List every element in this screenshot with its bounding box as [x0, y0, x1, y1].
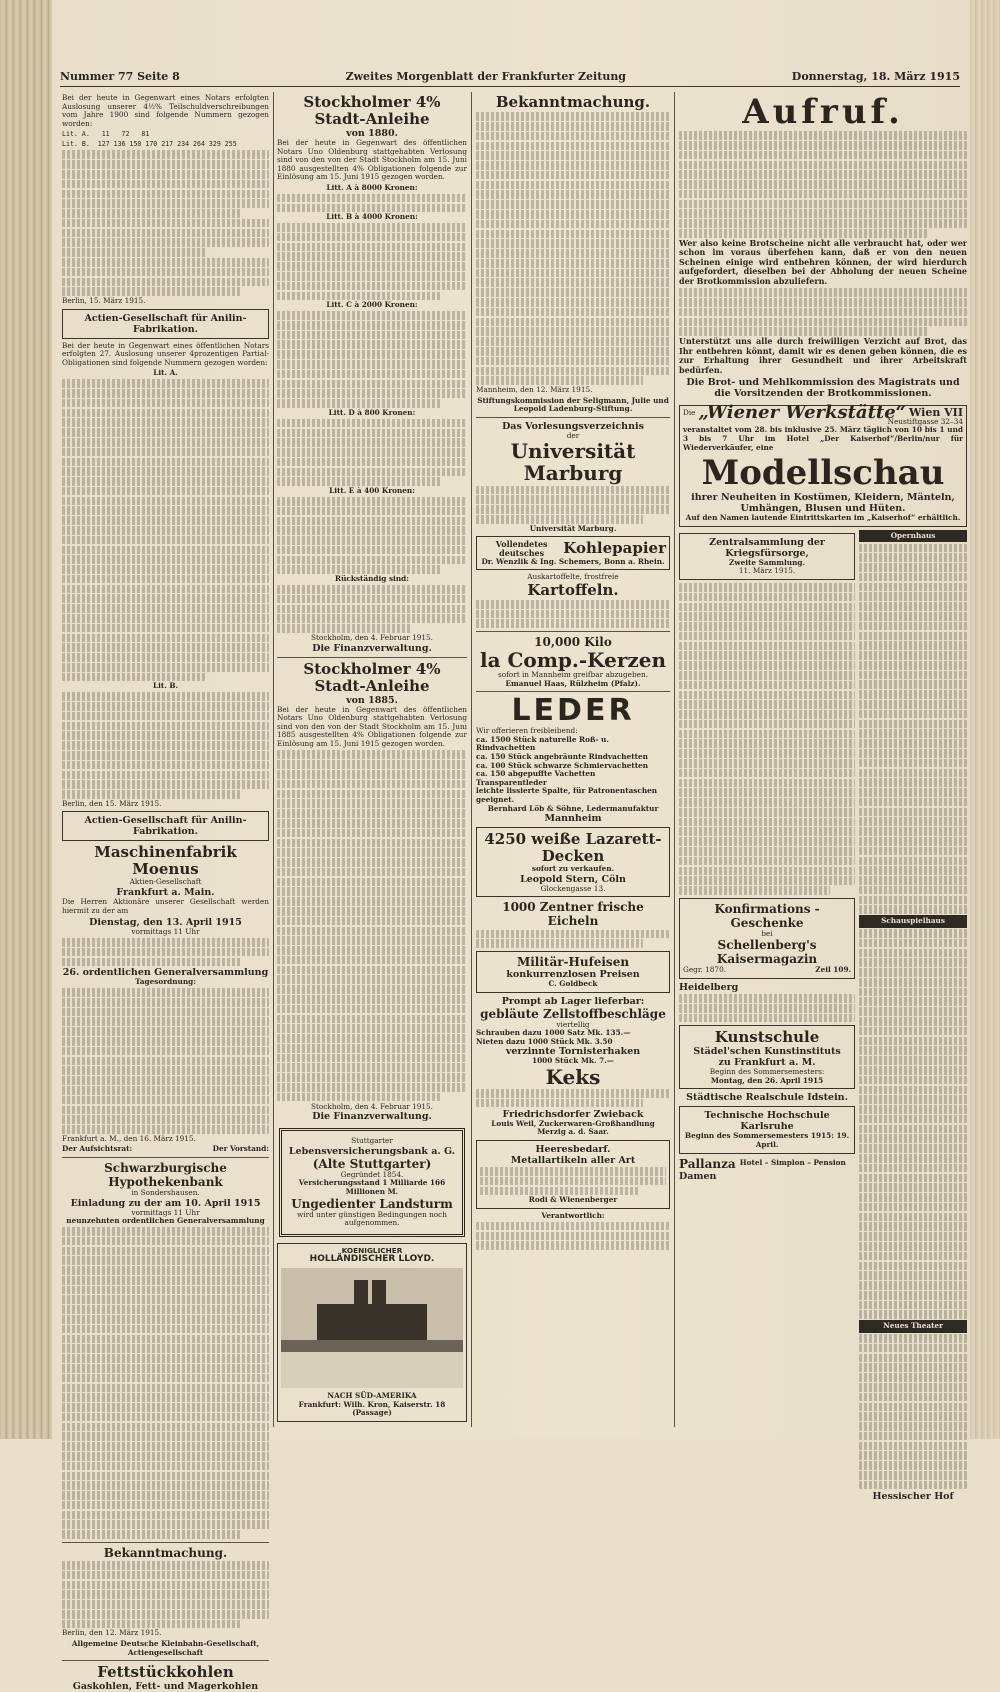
- wiener-text: veranstaltet vom 28. bis inklusive 25. März täglich von 10 bis 1 und 3 bis 7 Uhr im Hotel „Der Kaiserhof“/Berlin/nur für Wiederverkäufer, eine: [683, 425, 963, 452]
- column-rule: [273, 92, 274, 1427]
- marburg-title: Universität Marburg: [510, 439, 636, 486]
- dateline: Berlin, den 12. März 1915.: [62, 1628, 162, 1638]
- kunstschule: Kunstschule: [714, 1028, 820, 1047]
- realschule: Städtische Realschule Idstein.: [686, 1092, 848, 1104]
- montag: Montag, den 26. April 1915: [710, 1075, 824, 1085]
- kohle-left: Vollendetes deutsches: [495, 539, 548, 558]
- kohle-sub: Dr. Wenzlik & Ing. Schemers, Bonn a. Rhein.: [481, 556, 665, 566]
- finanzverwaltung-2: Die Finanzverwaltung.: [312, 1111, 432, 1123]
- decken-ad: [476, 827, 670, 897]
- comp-kerzen: la Comp.-Kerzen: [479, 648, 666, 673]
- vorstand: Der Vorstand:: [212, 1144, 269, 1154]
- leder-city: Mannheim: [544, 813, 602, 825]
- vorlesungsverzeichnis: Das Vorlesungsverzeichnis: [502, 420, 644, 432]
- signed-stockholm-2: Stockholm, den 4. Februar 1915.: [311, 1101, 433, 1111]
- viertellig: viertellig: [556, 1019, 590, 1029]
- lloyd-ad: [277, 1243, 467, 1422]
- leopold-stern: Leopold Stern, Cöln: [520, 873, 626, 885]
- heeresbedarf-ad: [476, 1140, 670, 1209]
- moenus-time: vormittags 11 Uhr: [131, 927, 200, 937]
- header-center: Zweites Morgenblatt der Frankfurter Zeitung: [345, 70, 627, 83]
- zentral-date: 11. März 1915.: [738, 566, 796, 576]
- leben-l2: Lebensversicherungsbank a. G.: [288, 1145, 456, 1157]
- moenus-date: Dienstag, den 13. April 1915: [89, 917, 242, 929]
- marburg-sig: Universität Marburg.: [529, 523, 617, 533]
- column-rule: [471, 92, 472, 1427]
- lloyd-l3: NACH SÜD-AMERIKA: [327, 1390, 417, 1400]
- wiener-werkstaette: „Wiener Werkstätte“: [698, 402, 907, 424]
- militaer-hufeisen: Militär-Hufeisen: [516, 954, 630, 969]
- leder-item: leichte lissierte Spalte, für Patronentaschen geeignet.: [476, 786, 658, 804]
- damen: Damen: [679, 1170, 717, 1182]
- page-edge: [970, 0, 1000, 1439]
- aufruf-bold-1: Wer also keine Brotscheine nicht alle verbraucht hat, oder wer schon im voraus überfehen kann, daß er von den neuen Scheinen einige wird entbehren können, der wird hierdurch aufgefordert, dieselben bei der Abholung der neuen Scheine der Brotkommission abzuliefern.: [679, 237, 967, 286]
- rodi: Rodi & Wienenberger: [528, 1195, 618, 1205]
- aufruf-title: Aufruf.: [742, 92, 904, 132]
- bekanntmachung-heading: Bekanntmachung.: [495, 93, 651, 111]
- kunstschule-ad: [679, 1025, 855, 1089]
- lit-c-heading: Litt. C à 2000 Kronen:: [326, 300, 418, 310]
- leder-item: ca. 100 Stück schwarze Schmiervachetten: [476, 760, 649, 770]
- stockholm1-text: Bei der heute in Gegenwart des öffentlichen Notars Uno Oldenburg stattgehabten Verlosung sind von den von der Stadt Stockholm am 15. Juni 1880 ausgestellten 4% Obligationen folgende zur Einlösung am 15. Juni 1915 gezogen worden.: [277, 138, 467, 182]
- moenus-title: Maschinenfabrik Moenus: [94, 843, 237, 879]
- stockholm2-text: Bei der heute in Gegenwart des öffentlichen Notars Uno Oldenburg stattgehabten Verlosung sind von den von der Stadt Stockholm am 15. Juni 1885 ausgestellten 4% Obligationen folgende zur Einlösung am 15. Juni 1915 gezogen worden.: [277, 704, 467, 748]
- header-right: Donnerstag, 18. März 1915: [791, 70, 960, 83]
- sommer: Beginn des Sommersemesters:: [709, 1067, 825, 1077]
- modell-foot: Auf den Namen lautende Eintrittskarten im „Kaiserhof“ erhältlich.: [685, 513, 961, 523]
- tagesordnung: Tagesordnung:: [135, 977, 196, 987]
- stiftungskommission: Stiftungskommission der Seligmann, Julie und Leopold Ladenburg-Stiftung.: [477, 395, 669, 414]
- wiener-die: Die: [683, 408, 696, 418]
- leben-l6: Ungedienter Landsturm: [291, 1196, 453, 1211]
- merzig: Merzig a. d. Saar.: [537, 1127, 609, 1137]
- column-2: [277, 94, 467, 1424]
- zentralsammlung: Zentralsammlung der Kriegsfürsorge,: [709, 536, 825, 559]
- lloyd-l4: Frankfurt: Wilh. Kron, Kaiserstr. 18 (Passage): [298, 1399, 446, 1418]
- auslosung-intro: Bei der heute in Gegenwart eines Notars erfolgten Auslosung unserer 4½% Teilschuldverschreibungen vom Jahre 1900 sind folgende Nummern gezogen worden:: [62, 93, 269, 128]
- decken: 4250 weiße Lazarett-Decken: [484, 830, 662, 866]
- dateline: Berlin, 15. März 1915.: [62, 296, 146, 306]
- moenus-city: Frankfurt a. Main.: [116, 887, 215, 899]
- schrauben: Schrauben dazu 1000 Satz Mk. 135.—: [476, 1028, 631, 1038]
- aufruf-signature: Die Brot- und Mehlkommission des Magistrats und die Vorsitzenden der Brotkommissionen.: [686, 377, 960, 400]
- schwarz-gv: neunzehnten ordentlichen Generalversammlung: [66, 1216, 265, 1226]
- modellschau: Modellschau: [701, 453, 945, 494]
- techn: Technische Hochschule Karlsruhe: [704, 1110, 830, 1133]
- zentral-sub: Zweite Sammlung.: [729, 557, 806, 567]
- schwarz-title: Schwarzburgische Hypothekenbank: [104, 1161, 227, 1190]
- schellenberg: Schellenberg's Kaisermagazin: [716, 938, 818, 967]
- leder-item: ca. 150 Stück angebräunte Rindvachetten: [476, 752, 648, 762]
- lloyd-l1: KOENIGLICHER: [341, 1245, 403, 1255]
- leben-l1: Stuttgarter: [351, 1136, 393, 1146]
- stockholm1-year: von 1880.: [346, 128, 398, 139]
- wien-addr: Neustiftgasse 32–34: [887, 416, 963, 426]
- militaer-ad: [476, 951, 670, 993]
- zentral-ad: [679, 533, 855, 580]
- konf-bei: bei: [761, 928, 773, 938]
- leben-l7: wird unter günstigen Bedingungen noch aufgenommen.: [297, 1209, 447, 1228]
- leder-intro: Wir offerieren freibleibend:: [476, 726, 578, 736]
- stern-addr: Glockengasse 13.: [540, 883, 606, 893]
- techn-sub: Beginn des Sommersemesters 1915: 19. April.: [684, 1131, 850, 1150]
- zellstoff: gebläute Zellstoffbeschläge: [480, 1006, 666, 1021]
- steamship-image: [281, 1268, 463, 1388]
- zeil: Zeil 109.: [815, 965, 852, 975]
- column-3: [476, 94, 670, 1424]
- fett-title: Fettstückkohlen: [97, 1663, 234, 1682]
- stockholm2-title: Stockholmer 4% Stadt-Anleihe: [303, 659, 441, 695]
- tornister: verzinnte Tornisterhaken: [505, 1046, 641, 1058]
- kleinbahn: Allgemeine Deutsche Kleinbahn-Gesellschaft, Actiengesellschaft: [71, 1639, 260, 1657]
- eicheln: 1000 Zentner frische Eicheln: [502, 900, 644, 929]
- schwarz-einladung: Einladung zu der am 10. April 1915: [70, 1197, 261, 1209]
- leder-item: Transparentleder: [476, 777, 547, 787]
- heeresbedarf: Heeresbedarf.: [535, 1143, 611, 1155]
- lit-d-heading: Litt. D à 800 Kronen:: [328, 407, 416, 417]
- leben-l4: Gegründet 1854.: [340, 1169, 404, 1179]
- schwarz-sub: in Sondershausen.: [131, 1188, 200, 1198]
- zwieback: Friedrichsdorfer Zwieback: [502, 1108, 644, 1120]
- rueckstaendig: Rückständig sind:: [335, 574, 409, 584]
- fett-sub: Gaskohlen, Fett- und Magerkohlen: [72, 1681, 259, 1692]
- kohlepapier-ad: [476, 536, 670, 570]
- pallanza: Pallanza: [679, 1156, 736, 1171]
- moenus-sub: Aktien-Gesellschaft: [129, 877, 202, 887]
- heidelberg: Heidelberg: [679, 981, 739, 993]
- modell-sub: ihrer Neuheiten in Kostümen, Kleidern, Mänteln, Umhängen, Blusen und Hüten.: [691, 492, 955, 515]
- kartoffel-top: Auskartoffelte, frostfreie: [527, 572, 619, 582]
- keks: Keks: [545, 1064, 601, 1089]
- decken-sub: sofort zu verkaufen.: [531, 864, 615, 874]
- anilin-title: Actien-Gesellschaft für Anilin-Fabrikation.: [62, 309, 269, 339]
- leder-firm: Bernhard Löb & Söhne, Ledermanufaktur: [487, 803, 659, 813]
- finanzverwaltung: Die Finanzverwaltung.: [312, 642, 432, 654]
- metallartikeln: Metallartikeln aller Art: [510, 1154, 636, 1166]
- lit-a-label: Lit. A.: [153, 368, 178, 378]
- lit-a-heading: Litt. A à 8000 Kronen:: [326, 182, 418, 192]
- hessischer-hof: Hessischer Hof: [872, 1490, 954, 1502]
- stockholm2-year: von 1885.: [346, 694, 398, 706]
- anilin-text: Bei der heute in Gegenwart eines öffentlichen Notars erfolgten 27. Auslosung unserer 4prozentigen Partial-Obligationen sind folgende Nummern gezogen worden:: [62, 340, 269, 367]
- verantwortlich: Verantwortlich:: [541, 1210, 605, 1220]
- stockholm1-title: Stockholmer 4% Stadt-Anleihe: [303, 93, 441, 128]
- lit-b-heading: Litt. B à 4000 Kronen:: [326, 212, 418, 222]
- lit-b-numbers: Lit. B. 127 136 150 170 217 234 264 329 255: [62, 140, 237, 149]
- lit-e-heading: Litt. E à 400 Kronen:: [329, 486, 415, 496]
- leder-item: ca. 1500 Stück naturelle Roß- u. Rindvachetten: [476, 734, 609, 753]
- nieten: Nieten dazu 1000 Stück Mk. 3.50: [476, 1036, 613, 1046]
- anilin-title-2: Actien-Gesellschaft für Anilin-Fabrikation.: [62, 811, 269, 841]
- emanuel-haas: Emanuel Haas, Rülzheim (Pfalz).: [505, 678, 641, 688]
- schauspielhaus-label: Schauspielhaus: [859, 915, 967, 928]
- dateline: Berlin, den 15. März 1915.: [62, 798, 162, 808]
- schwarz-time: vormittags 11 Uhr: [131, 1207, 200, 1217]
- leben-l3: (Alte Stuttgarter): [312, 1156, 432, 1171]
- bekanntmachung-title: Bekanntmachung.: [103, 1545, 228, 1560]
- kilo-heading: 10,000 Kilo: [534, 635, 612, 650]
- column-1: [62, 93, 269, 1692]
- neues-theater-label: Neues Theater: [859, 1320, 967, 1333]
- konfirmation-ad: [679, 898, 855, 979]
- moenus-gv: 26. ordentlichen Generalversammlung: [62, 967, 269, 979]
- kartoffeln: Kartoffeln.: [527, 580, 619, 599]
- louis-weil: Louis Weil, Zuckerwaren-Großhandlung: [491, 1118, 655, 1128]
- wien: Wien VII: [908, 406, 963, 420]
- lit-a-numbers: Lit. A. 11 72 81: [62, 130, 150, 139]
- aufruf-bold-2: Unterstützt uns alle durch freiwilligen Verzicht auf Brot, das Ihr entbehren könnt, damit wir es denen geben können, die es zur Erhaltung ihrer Gesundheit und ihrer Arbeitskraft bedürfen.: [679, 336, 967, 375]
- wiener-ad: [679, 402, 967, 527]
- simplon: Hotel – Simplon – Pension: [739, 1158, 846, 1168]
- dateline: Mannheim, den 12. März 1915.: [476, 385, 593, 395]
- lebensversicherung-ad: [279, 1128, 465, 1237]
- book-binding: [0, 0, 52, 1439]
- prompt-lager: Prompt ab Lager lieferbar:: [501, 995, 645, 1007]
- techn-ad: [679, 1106, 855, 1153]
- comp-sub: sofort in Mannheim greifbar abzugeben.: [497, 670, 649, 680]
- header-left: Nummer 77 Seite 8: [60, 70, 180, 83]
- signed-stockholm: Stockholm, den 4. Februar 1915.: [311, 632, 433, 642]
- tornister-price: 1000 Stück Mk. 7.—: [532, 1056, 614, 1066]
- dateline: Frankfurt a. M., den 16. März 1915.: [62, 1133, 196, 1143]
- opernhaus-label: Opernhaus: [859, 530, 967, 543]
- kohlepapier: Kohlepapier: [563, 539, 666, 558]
- militaer-sub: konkurrenzlosen Preisen: [506, 968, 640, 980]
- leder-item: ca. 150 abgepuffte Vachetten: [476, 769, 596, 779]
- staedel-city: zu Frankfurt a. M.: [718, 1057, 816, 1069]
- leder-title: LEDER: [511, 693, 635, 729]
- goldbeck: C. Goldbeck: [548, 978, 598, 988]
- moenus-intro: Die Herren Aktionäre unserer Gesellschaft werden hiermit zu der am: [62, 897, 269, 915]
- gegr: Gegr. 1870.: [683, 965, 727, 975]
- page-header: [60, 70, 960, 87]
- lit-b-label: Lit. B.: [152, 681, 179, 691]
- column-rule: [674, 92, 675, 1427]
- staedel: Städel'schen Kunstinstituts: [693, 1046, 841, 1058]
- konfirmation: Konfirmations - Geschenke: [714, 901, 820, 930]
- der-label: der: [566, 430, 580, 440]
- lloyd-l2: HOLLÄNDISCHER LLOYD.: [309, 1254, 435, 1265]
- aufsichtsrat: Der Aufsichtsrat:: [62, 1144, 133, 1154]
- leben-l5: Versicherungsstand 1 Milliarde 166 Millionen M.: [298, 1178, 446, 1196]
- column-4: [679, 92, 967, 1502]
